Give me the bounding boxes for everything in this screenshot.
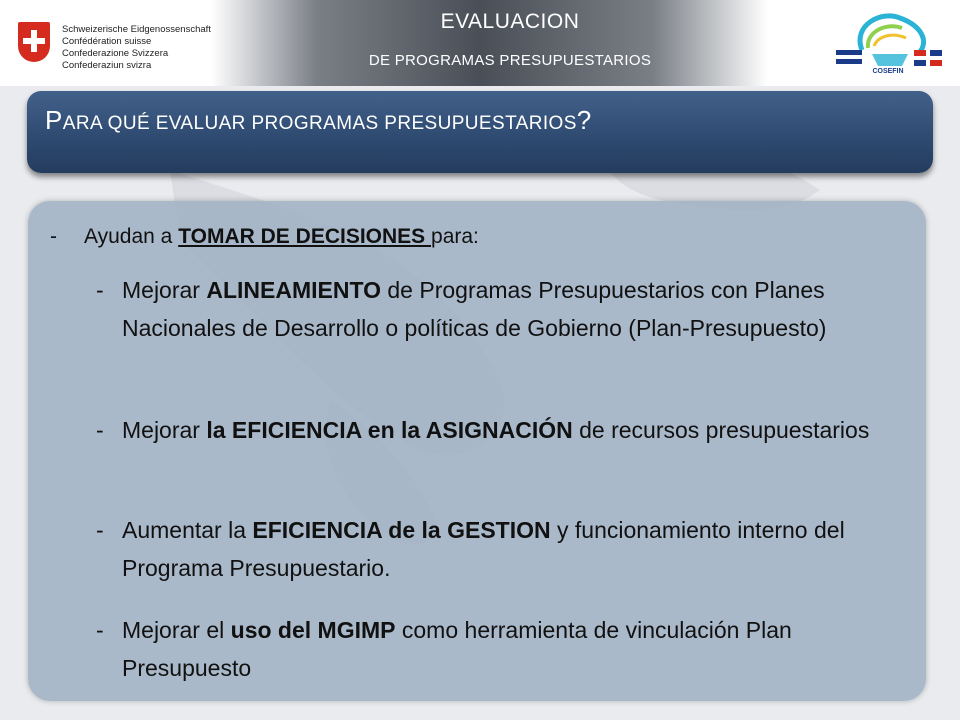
bullet-text [122,411,906,449]
content-panel [28,201,926,701]
bullet-text [122,511,906,587]
intro-bullet [50,225,479,249]
bullet-item [96,611,906,687]
bullet-text-pre: Mejorar [122,277,207,303]
swiss-confederation-text [62,24,211,72]
slide-title-rest: ARA QUÉ EVALUAR PROGRAMAS PRESUPUESTARIOS [62,113,577,134]
bullet-text-pre: Mejorar el [122,617,231,643]
swiss-flag-icon [18,22,50,62]
cosefin-label: COSEFIN [872,68,904,75]
title-banner [27,91,933,173]
bullet-item [96,271,906,347]
header-title: EVALUACION [440,10,580,33]
bullet-dash: - [96,517,104,543]
bullet-item [96,511,906,587]
bullet-text-pre: Mejorar [122,417,207,443]
slide-title [45,105,592,136]
bullet-text-post: como herramienta de vinculación Plan Presupuesto [122,617,792,681]
bullet-dash: - [96,617,104,643]
slide-header [0,0,960,86]
bullet-text-post: de recursos presupuestarios [572,417,870,443]
bullet-text-bold: ALINEAMIENTO [206,277,381,303]
bullet-text-post: y funcionamiento interno del Programa Presupuestario. [122,517,845,581]
bullet-dash: - [96,417,104,443]
bullet-text-bold: EFICIENCIA de la GESTION [252,517,551,543]
intro-emphasis: TOMAR DE DECISIONES [178,225,432,248]
bullet-item [96,411,906,449]
bullet-text-pre: Aumentar la [122,517,253,543]
intro-text-pre: Ayudan a [84,225,179,248]
swiss-confederation-logo [8,10,218,76]
bullet-text [122,611,906,687]
bullet-text-bold: la EFICIENCIA en la ASIGNACIÓN [206,417,573,443]
slide-title-initial: P [45,105,63,135]
swiss-line-de: Schweizerische Eidgenossenschaft [62,24,211,35]
bullet-dash: - [50,225,57,248]
slide-title-question-mark: ? [576,105,592,135]
swiss-line-rm: Confederaziun svizra [62,60,152,71]
swiss-line-it: Confederazione Svizzera [62,48,169,59]
bullet-dash: - [96,277,104,303]
bullet-text [122,271,906,347]
swiss-line-fr: Confédération suisse [62,36,152,47]
bullet-text-bold: uso del MGIMP [230,617,396,643]
intro-text-post: para: [431,225,479,248]
header-subtitle: DE PROGRAMAS PRESUPUESTARIOS [368,52,652,69]
bullet-text-post: de Programas Presupuestarios con Planes Nacionales de Desarrollo o políticas de Gobierno (Plan-Presupuesto) [122,277,827,341]
